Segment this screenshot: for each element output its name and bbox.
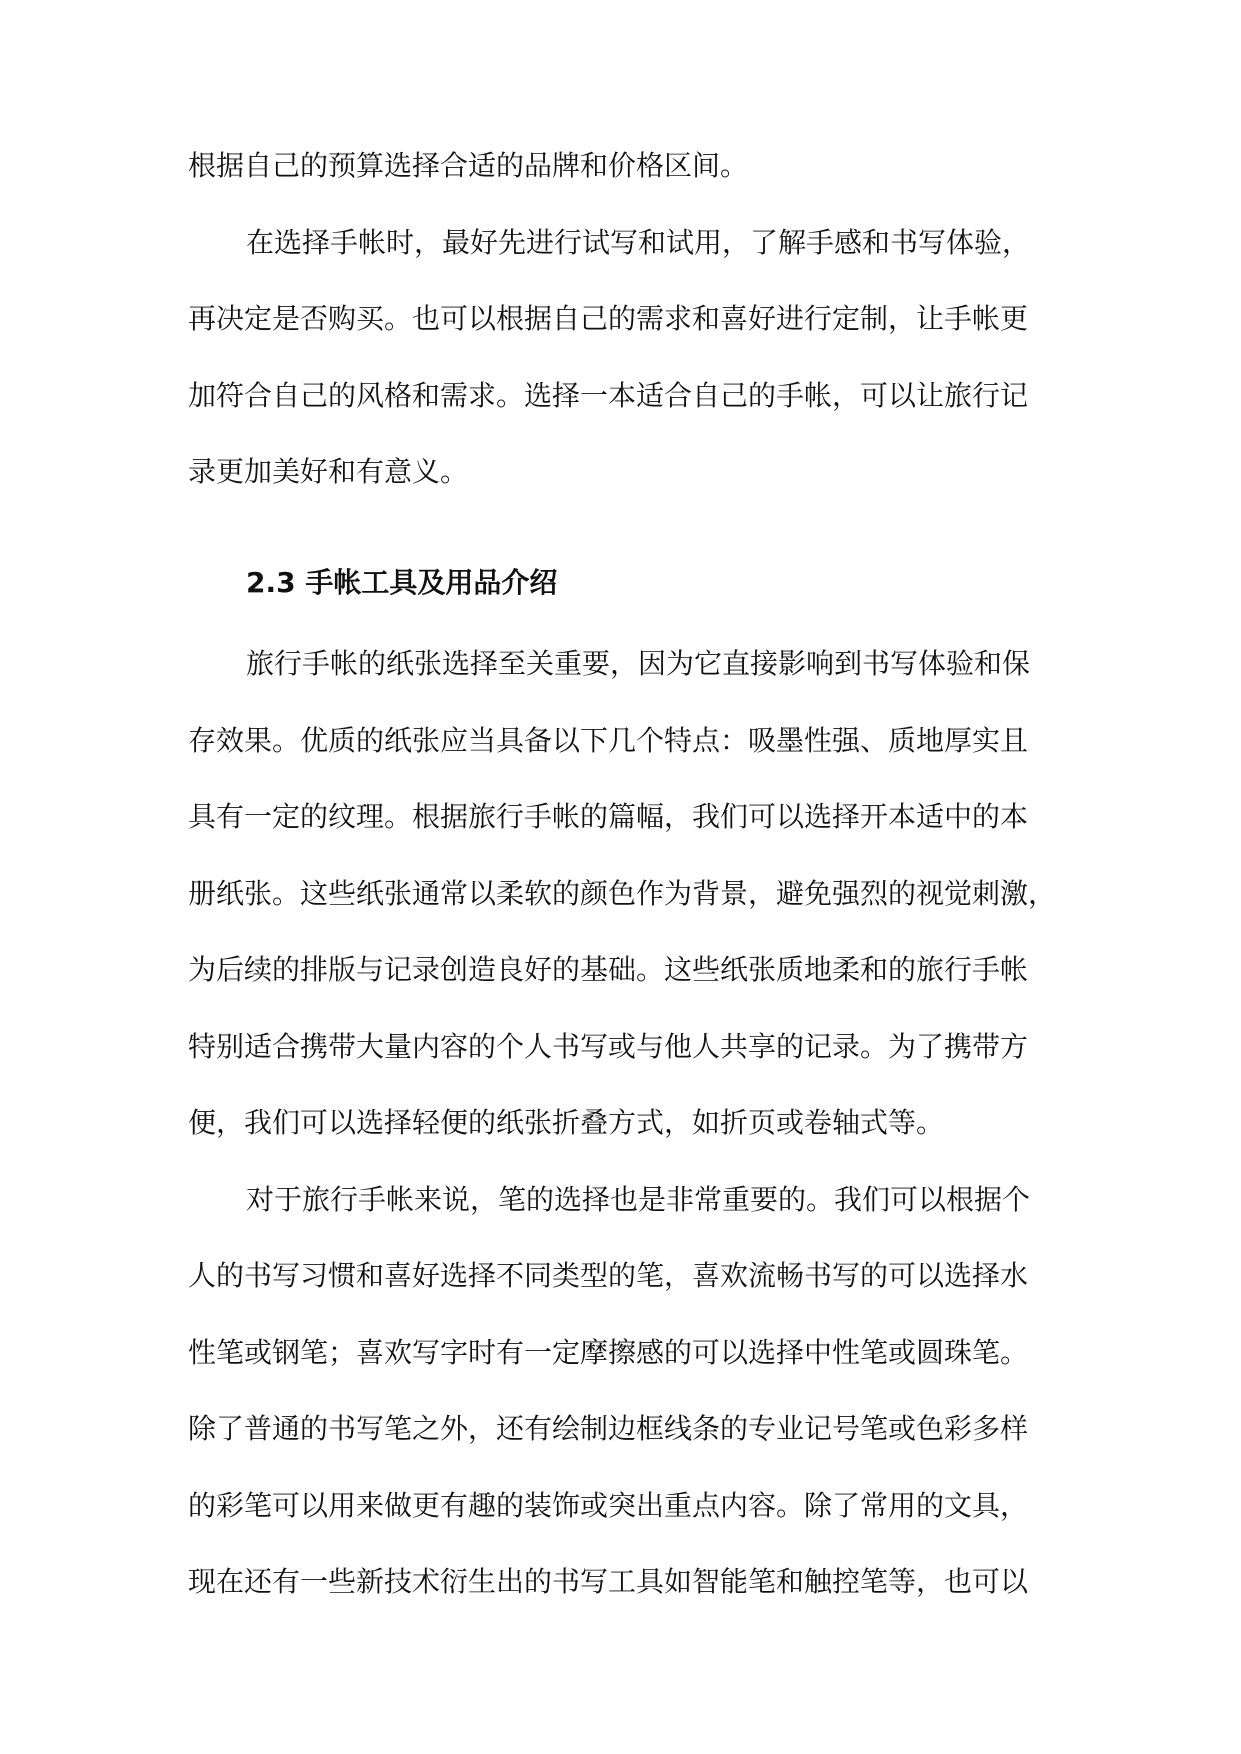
paragraph-line: 特别适合携带大量内容的个人书写或与他人共享的记录。为了携带方: [188, 1030, 1029, 1063]
paragraph-line: 的彩笔可以用来做更有趣的装饰或突出重点内容。除了常用的文具，: [188, 1489, 1029, 1522]
paragraph-line: 具有一定的纹理。根据旅行手帐的篇幅，我们可以选择开本适中的本: [188, 800, 1029, 833]
paragraph-line: 存效果。优质的纸张应当具备以下几个特点：吸墨性强、质地厚实且: [188, 724, 1029, 757]
section-heading: 2.3 手帐工具及用品介绍: [246, 566, 558, 599]
paragraph-line: 册纸张。这些纸张通常以柔软的颜色作为背景，避免强烈的视觉刺激，: [188, 877, 1057, 910]
paragraph-line: 现在还有一些新技术衍生出的书写工具如智能笔和触控笔等，也可以: [188, 1565, 1029, 1598]
paragraph-line: 对于旅行手帐来说，笔的选择也是非常重要的。我们可以根据个: [246, 1183, 1031, 1216]
paragraph-line: 旅行手帐的纸张选择至关重要，因为它直接影响到书写体验和保: [246, 647, 1031, 680]
paragraph-line: 根据自己的预算选择合适的品牌和价格区间。: [188, 149, 749, 182]
paragraph-line: 加符合自己的风格和需求。选择一本适合自己的手帐，可以让旅行记: [188, 379, 1029, 412]
paragraph-line: 录更加美好和有意义。: [188, 455, 469, 488]
paragraph-line: 在选择手帐时，最好先进行试写和试用，了解手感和书写体验，: [246, 226, 1031, 259]
paragraph-line: 再决定是否购买。也可以根据自己的需求和喜好进行定制，让手帐更: [188, 302, 1029, 335]
paragraph-line: 人的书写习惯和喜好选择不同类型的笔，喜欢流畅书写的可以选择水: [188, 1259, 1029, 1292]
paragraph-line: 除了普通的书写笔之外，还有绘制边框线条的专业记号笔或色彩多样: [188, 1412, 1029, 1445]
paragraph-line: 为后续的排版与记录创造良好的基础。这些纸张质地柔和的旅行手帐: [188, 953, 1029, 986]
paragraph-line: 便，我们可以选择轻便的纸张折叠方式，如折页或卷轴式等。: [188, 1106, 945, 1139]
paragraph-line: 性笔或钢笔；喜欢写字时有一定摩擦感的可以选择中性笔或圆珠笔。: [188, 1336, 1029, 1369]
